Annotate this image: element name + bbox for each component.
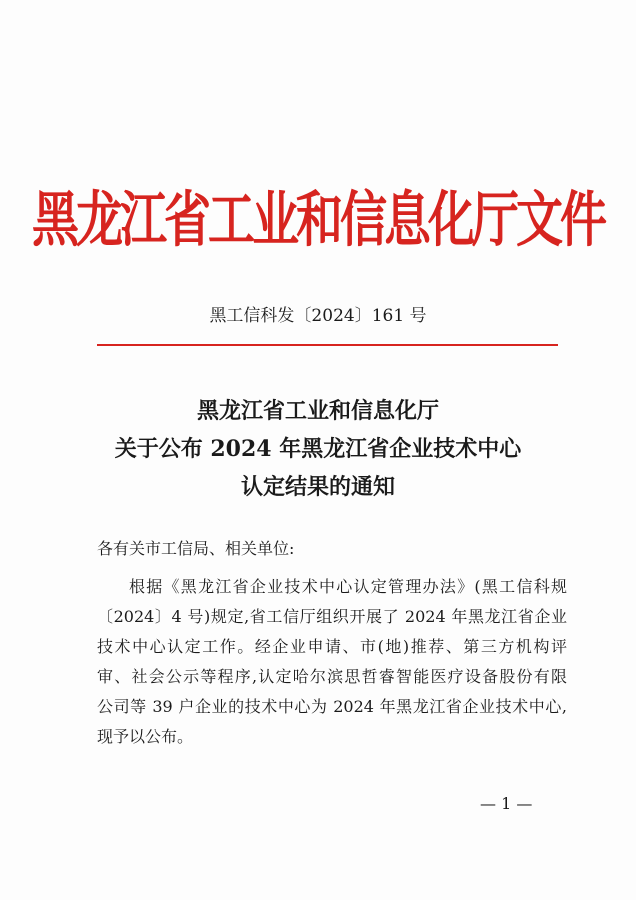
notice-title [0, 392, 636, 506]
body-line: 审、社会公示等程序,认定哈尔滨思哲睿智能医疗设备股份有限 [97, 667, 567, 686]
body-line: 根据《黑龙江省企业技术中心认定管理办法》(黑工信科规 [129, 577, 567, 596]
body-line: 现予以公布。 [97, 727, 194, 746]
body-line: 公司等 39 户企业的技术中心为 2024 年黑龙江省企业技术中心, [97, 697, 567, 716]
page-number: — 1 — [480, 794, 533, 813]
masthead-title: 黑龙江省工业和信息化厅文件 [32, 185, 604, 256]
notice-title-line-2: 关于公布 2024 年黑龙江省企业技术中心 [114, 436, 522, 462]
body-line: 〔2024〕4 号)规定,省工信厅组织开展了 2024 年黑龙江省企业 [97, 607, 567, 626]
body-line: 技术中心认定工作。经企业申请、市(地)推荐、第三方机构评 [97, 637, 567, 656]
red-divider-rule [97, 344, 558, 346]
salutation: 各有关市工信局、相关单位: [97, 539, 295, 558]
notice-title-line-3: 认定结果的通知 [240, 474, 395, 500]
notice-title-line-1: 黑龙江省工业和信息化厅 [196, 398, 439, 424]
body-paragraph [97, 572, 567, 752]
document-number: 黑工信科发〔2024〕161 号 [209, 306, 427, 326]
